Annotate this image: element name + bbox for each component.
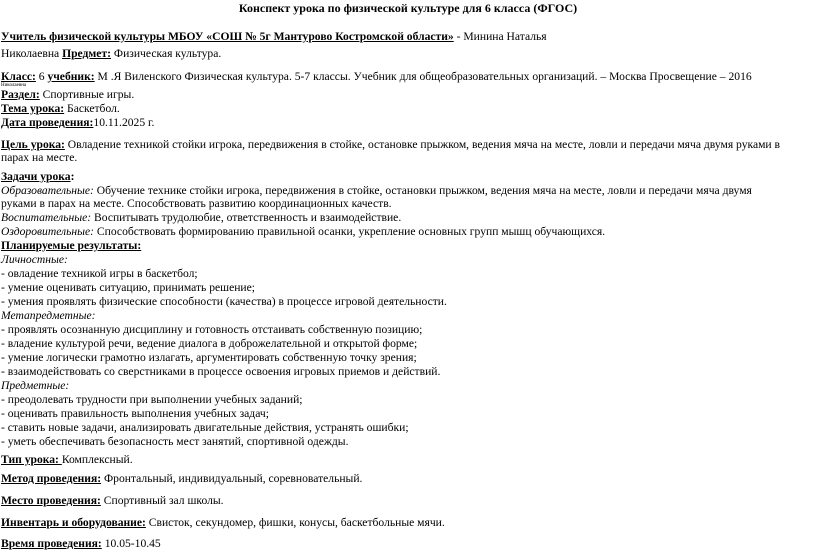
class-value: 6: [35, 70, 48, 83]
class-label: Класс:: [1, 70, 36, 83]
topic-value: Баскетбол.: [64, 102, 120, 115]
textbook-value: М .Я Виленского Физическая культура. 5-7 классы. Учебник для общеобразовательных организаций. – Москва Просвещение – 2016: [94, 70, 752, 83]
list-item: - умения проявлять физические способности (качества) в процессе игровой деятельности.: [1, 295, 447, 308]
date-line: [1, 116, 154, 129]
list-item: - уметь обеспечивать безопасность мест занятий, спортивной одежды.: [1, 435, 349, 448]
equipment-value: Свисток, секундомер, фишки, конусы, баскетбольные мячи.: [145, 516, 445, 529]
teacher-name-part2: Николаевна: [1, 47, 63, 60]
goal-line-1: [1, 138, 780, 151]
tiny-note: Николаевна: [1, 83, 27, 88]
section-label: Раздел:: [1, 88, 40, 101]
health-value: Способствовать формированию правильной осанки, укрепление основных групп мышц обучающихся.: [94, 225, 606, 238]
place-label: Место проведения:: [1, 494, 101, 507]
methods-label: Метод проведения:: [1, 472, 102, 485]
list-item: - умение оценивать ситуацию, принимать решение;: [1, 281, 255, 294]
section-line: [1, 88, 134, 101]
edu-line-2: руками в парах на месте. Способствовать развитию координационных качеств.: [1, 197, 392, 210]
methods-value: Фронтальный, индивидуальный, соревновательный.: [101, 472, 363, 485]
list-item: - оценивать правильность выполнения учебных задач;: [1, 407, 269, 420]
time-label: Время проведения:: [1, 537, 102, 550]
edu-text-1: Обучение технике стойки игрока, передвижения в стойке, остановки прыжком, ведения мяча на месте, ловли и передачи мяча двумя: [93, 184, 752, 197]
equipment-line: [1, 516, 445, 529]
tasks-heading: [1, 170, 74, 183]
list-item: - проявлять осознанную дисциплину и готовность отстаивать собственную позицию;: [1, 323, 423, 336]
time-value: 10.05-10.45: [101, 537, 161, 550]
teacher-subject-line: [1, 47, 221, 60]
upbr-line: [1, 211, 401, 224]
meta-heading: Метапредметные:: [1, 309, 96, 322]
list-item: - ставить новые задачи, анализировать двигательные действия, устранять ошибки;: [1, 421, 409, 434]
date-value: 10.11.2025 г.: [93, 116, 155, 129]
teacher-line: [1, 30, 547, 43]
textbook-label: учебник:: [47, 70, 95, 83]
upbr-label: Воспитательные:: [1, 211, 92, 224]
list-item: - преодолевать трудности при выполнении учебных заданий;: [1, 393, 303, 406]
subject-label: Предмет:: [62, 47, 112, 60]
health-label: Оздоровительные:: [1, 225, 94, 238]
personal-heading: Личностные:: [1, 253, 68, 266]
list-item: - взаимодействовать со сверстниками в процессе освоения игровых приемов и действий.: [1, 365, 441, 378]
subject-results-heading: Предметные:: [1, 379, 70, 392]
place-value: Спортивный зал школы.: [100, 494, 224, 507]
lesson-type-line: [1, 453, 133, 466]
goal-text-1: Овладение техникой стойки игрока, передвижения в стойке, остановке прыжком, ведения мяча на месте, ловли и передачи мяча двумя руками в: [64, 138, 781, 151]
tasks-colon: :: [70, 170, 75, 183]
lesson-type-value: Комплексный.: [61, 453, 133, 466]
list-item: - умение логически грамотно излагать, аргументировать собственную точку зрения;: [1, 351, 417, 364]
teacher-name-part1: - Минина Наталья: [453, 30, 547, 43]
equipment-label: Инвентарь и оборудование:: [1, 516, 146, 529]
results-label: Планируемые результаты:: [1, 239, 142, 252]
edu-label: Образовательные:: [1, 184, 94, 197]
edu-line-1: [1, 184, 752, 197]
topic-label: Тема урока:: [1, 102, 65, 115]
date-label: Дата проведения:: [1, 116, 94, 129]
tasks-label: Задачи урока: [1, 170, 71, 183]
list-item: - овладение техникой игры в баскетбол;: [1, 267, 198, 280]
place-line: [1, 494, 224, 507]
health-line: [1, 225, 605, 238]
list-item: - владение культурой речи, ведение диалога в доброжелательной и открытой форме;: [1, 337, 418, 350]
time-line: [1, 537, 161, 550]
subject-value: Физическая культура.: [111, 47, 222, 60]
results-heading: [1, 239, 141, 252]
topic-line: [1, 102, 120, 115]
goal-line-2: парах на месте.: [1, 151, 78, 164]
class-line: [1, 70, 752, 83]
teacher-label: Учитель физической культуры МБОУ «СОШ № 5г Мантурово Костромской области»: [1, 30, 454, 43]
methods-line: [1, 472, 362, 485]
goal-label: Цель урока:: [1, 138, 65, 151]
section-value: Спортивные игры.: [39, 88, 135, 101]
lesson-type-label: Тип урока:: [1, 453, 62, 466]
document-title: Конспект урока по физической культуре для 6 класса (ФГОС): [238, 1, 578, 15]
upbr-value: Воспитывать трудолюбие, ответственность и взаимодействие.: [91, 211, 402, 224]
